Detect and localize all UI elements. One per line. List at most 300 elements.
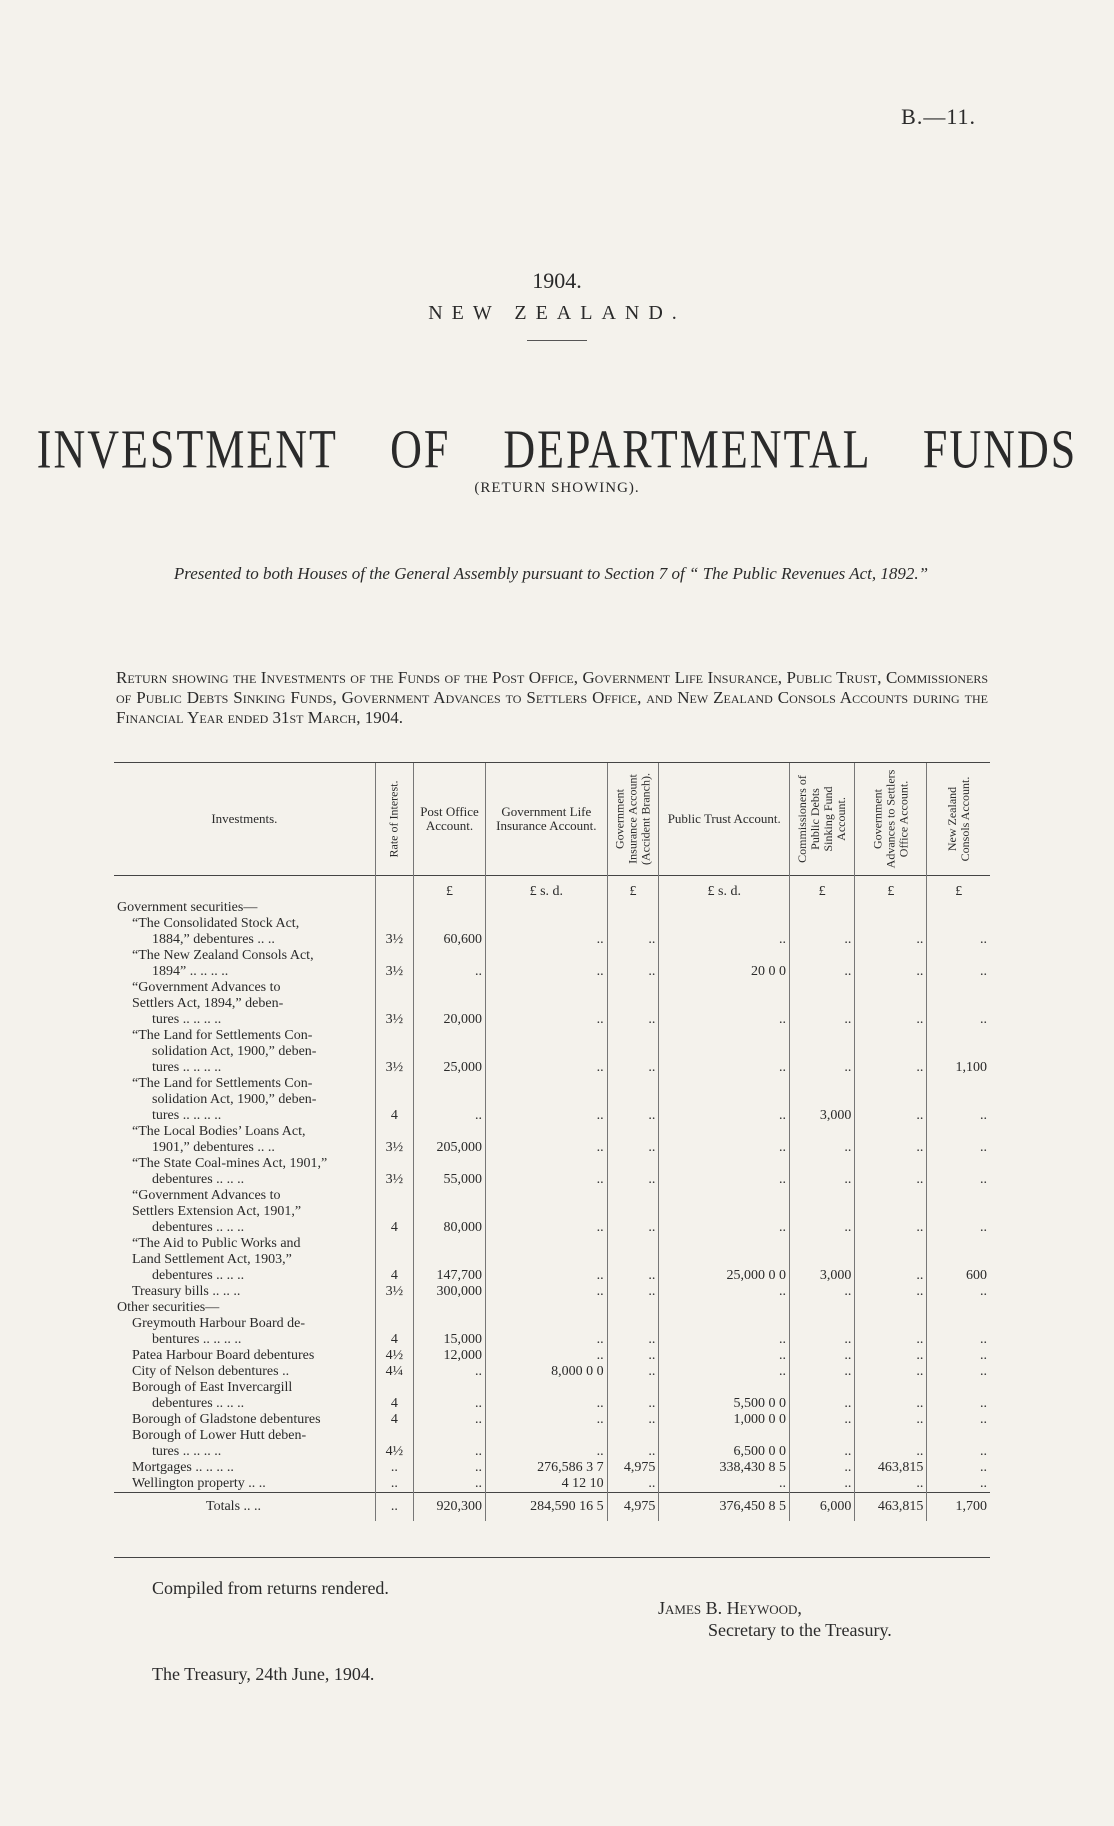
value-cell: ..: [855, 1396, 927, 1412]
value-cell: 276,586 3 7: [486, 1460, 608, 1476]
value-cell: [790, 916, 855, 932]
value-cell: [927, 1044, 990, 1060]
value-cell: ..: [486, 1444, 608, 1460]
investment-label: Land Settlement Act, 1903,”: [132, 1252, 292, 1267]
value-cell: [790, 996, 855, 1012]
value-cell: ..: [790, 1140, 855, 1156]
column-header: Government Life Insurance Account.: [486, 763, 608, 876]
value-cell: [414, 1092, 486, 1108]
value-cell: ..: [790, 1476, 855, 1493]
value-cell: [855, 900, 927, 916]
value-cell: [927, 1124, 990, 1140]
total-value: 6,000: [790, 1493, 855, 1522]
document-year: 1904.: [532, 268, 582, 293]
value-cell: [927, 1156, 990, 1172]
value-cell: [855, 1380, 927, 1396]
value-cell: [659, 948, 790, 964]
investment-label: “The Aid to Public Works and: [132, 1236, 301, 1251]
table-row: [114, 1204, 990, 1220]
value-cell: [927, 1252, 990, 1268]
column-header: [927, 763, 990, 876]
value-cell: ..: [607, 1476, 659, 1493]
value-cell: 60,600: [414, 932, 486, 948]
value-cell: [659, 1380, 790, 1396]
value-cell: 4½: [375, 1444, 413, 1460]
investment-label: “The State Coal-mines Act, 1901,”: [132, 1156, 328, 1171]
column-header: Investments.: [211, 811, 278, 826]
value-cell: [855, 1428, 927, 1444]
value-cell: [414, 1044, 486, 1060]
value-cell: [607, 980, 659, 996]
value-cell: [927, 948, 990, 964]
value-cell: [375, 996, 413, 1012]
unit-cell: £ s. d.: [659, 876, 790, 900]
value-cell: ..: [375, 1476, 413, 1493]
value-cell: ..: [659, 1348, 790, 1364]
table-bottom-rule: [114, 1557, 990, 1558]
value-cell: [659, 900, 790, 916]
value-cell: [659, 916, 790, 932]
investment-label: City of Nelson debentures ..: [132, 1364, 290, 1379]
value-cell: [375, 1300, 413, 1316]
value-cell: ..: [659, 1012, 790, 1028]
value-cell: [414, 1188, 486, 1204]
value-cell: ..: [790, 1412, 855, 1428]
value-cell: [414, 1236, 486, 1252]
value-cell: [607, 1428, 659, 1444]
value-cell: [375, 1252, 413, 1268]
value-cell: 1,100: [927, 1060, 990, 1076]
unit-cell: [114, 876, 375, 900]
value-cell: 147,700: [414, 1268, 486, 1284]
value-cell: ..: [607, 1060, 659, 1076]
value-cell: 4: [375, 1108, 413, 1124]
value-cell: ..: [414, 1476, 486, 1493]
value-cell: [486, 1028, 608, 1044]
total-value: 284,590 16 5: [486, 1493, 608, 1522]
value-cell: ..: [790, 932, 855, 948]
value-cell: [607, 1076, 659, 1092]
investment-label: Borough of Lower Hutt deben-: [132, 1428, 307, 1443]
value-cell: ..: [855, 1348, 927, 1364]
value-cell: ..: [927, 1348, 990, 1364]
value-cell: [790, 1044, 855, 1060]
value-cell: [414, 900, 486, 916]
value-cell: [855, 1156, 927, 1172]
value-cell: [855, 1044, 927, 1060]
column-header: [790, 763, 855, 876]
value-cell: ..: [414, 964, 486, 980]
value-cell: ..: [927, 1284, 990, 1300]
value-cell: ..: [790, 1060, 855, 1076]
value-cell: ..: [486, 964, 608, 980]
value-cell: [855, 948, 927, 964]
value-cell: ..: [659, 1220, 790, 1236]
value-cell: ..: [790, 1396, 855, 1412]
value-cell: 55,000: [414, 1172, 486, 1188]
value-cell: [855, 980, 927, 996]
value-cell: [414, 1380, 486, 1396]
value-cell: [927, 900, 990, 916]
total-value: 463,815: [855, 1493, 927, 1522]
value-cell: ..: [855, 1268, 927, 1284]
value-cell: [855, 1028, 927, 1044]
value-cell: ..: [607, 1444, 659, 1460]
value-cell: 3½: [375, 964, 413, 980]
table-row: [114, 1364, 990, 1380]
value-cell: [607, 1028, 659, 1044]
table-row: [114, 1444, 990, 1460]
value-cell: 3½: [375, 1012, 413, 1028]
value-cell: ..: [659, 1108, 790, 1124]
value-cell: [790, 1028, 855, 1044]
value-cell: [486, 1188, 608, 1204]
table-row: [114, 948, 990, 964]
table-row: [114, 1412, 990, 1428]
value-cell: 4: [375, 1220, 413, 1236]
value-cell: ..: [486, 1396, 608, 1412]
value-cell: 5,500 0 0: [659, 1396, 790, 1412]
table-row: [114, 1396, 990, 1412]
value-cell: [375, 1092, 413, 1108]
value-cell: ..: [607, 1348, 659, 1364]
value-cell: ..: [607, 1364, 659, 1380]
value-cell: ..: [414, 1396, 486, 1412]
value-cell: ..: [607, 1332, 659, 1348]
value-cell: [486, 996, 608, 1012]
table-row: [114, 1428, 990, 1444]
value-cell: [790, 1092, 855, 1108]
value-cell: [414, 996, 486, 1012]
table-row: [114, 1076, 990, 1092]
value-cell: [790, 1236, 855, 1252]
value-cell: [659, 1316, 790, 1332]
value-cell: [659, 1028, 790, 1044]
value-cell: [659, 1204, 790, 1220]
table-row: [114, 900, 990, 916]
value-cell: [855, 1236, 927, 1252]
investment-label: tures .. .. .. ..: [152, 1060, 222, 1075]
value-cell: ..: [790, 1332, 855, 1348]
value-cell: ..: [659, 1172, 790, 1188]
value-cell: [414, 980, 486, 996]
value-cell: [375, 948, 413, 964]
value-cell: ..: [927, 1364, 990, 1380]
value-cell: [486, 1300, 608, 1316]
table-row: [114, 1236, 990, 1252]
investment-label: bentures .. .. .. ..: [152, 1332, 242, 1347]
investment-label: Treasury bills .. .. ..: [132, 1284, 241, 1299]
value-cell: [414, 1076, 486, 1092]
value-cell: 8,000 0 0: [486, 1364, 608, 1380]
investment-label: Settlers Extension Act, 1901,”: [132, 1204, 302, 1219]
value-cell: [790, 1380, 855, 1396]
value-cell: ..: [414, 1108, 486, 1124]
value-cell: [855, 1204, 927, 1220]
value-cell: [375, 1428, 413, 1444]
value-cell: [607, 1092, 659, 1108]
total-value: 1,700: [927, 1493, 990, 1522]
investment-label: tures .. .. .. ..: [152, 1108, 222, 1123]
investment-label: debentures .. .. ..: [152, 1172, 245, 1187]
value-cell: [790, 948, 855, 964]
value-cell: [375, 900, 413, 916]
value-cell: 4,975: [607, 1460, 659, 1476]
value-cell: ..: [855, 1364, 927, 1380]
units-row: [114, 876, 990, 900]
total-value: 376,450 8 5: [659, 1493, 790, 1522]
value-cell: ..: [927, 932, 990, 948]
value-cell: ..: [486, 1012, 608, 1028]
value-cell: [659, 1188, 790, 1204]
value-cell: ..: [855, 1284, 927, 1300]
value-cell: ..: [659, 1476, 790, 1493]
value-cell: [790, 1204, 855, 1220]
value-cell: ..: [659, 1284, 790, 1300]
investment-label: debentures .. .. ..: [152, 1220, 245, 1235]
value-cell: ..: [855, 1172, 927, 1188]
unit-cell: £: [855, 876, 927, 900]
value-cell: ..: [855, 1476, 927, 1493]
value-cell: ..: [486, 1220, 608, 1236]
total-value: 4,975: [607, 1493, 659, 1522]
value-cell: [855, 1316, 927, 1332]
value-cell: ..: [659, 1060, 790, 1076]
table-row: [114, 1284, 990, 1300]
value-cell: 6,500 0 0: [659, 1444, 790, 1460]
investment-label: Greymouth Harbour Board de-: [132, 1316, 306, 1331]
value-cell: ..: [855, 1332, 927, 1348]
value-cell: 20 0 0: [659, 964, 790, 980]
value-cell: ..: [607, 1108, 659, 1124]
value-cell: ..: [486, 1172, 608, 1188]
value-cell: [855, 1076, 927, 1092]
value-cell: [927, 1380, 990, 1396]
value-cell: [486, 1428, 608, 1444]
value-cell: [486, 1124, 608, 1140]
value-cell: [659, 1092, 790, 1108]
value-cell: ..: [486, 1140, 608, 1156]
value-cell: [927, 1092, 990, 1108]
value-cell: ..: [855, 1108, 927, 1124]
value-cell: ..: [486, 932, 608, 948]
unit-cell: £: [790, 876, 855, 900]
value-cell: [855, 1188, 927, 1204]
value-cell: ..: [375, 1460, 413, 1476]
value-cell: [375, 1236, 413, 1252]
value-cell: [414, 1316, 486, 1332]
presented-note: Presented to both Houses of the General Assembly pursuant to Section 7 of “ The Public Revenues Act, 1892.”: [173, 564, 929, 583]
value-cell: 4: [375, 1412, 413, 1428]
unit-cell: [375, 876, 413, 900]
value-cell: 3,000: [790, 1268, 855, 1284]
value-cell: [607, 996, 659, 1012]
value-cell: [659, 1252, 790, 1268]
value-cell: [855, 1300, 927, 1316]
column-header: [607, 763, 659, 876]
value-cell: ..: [927, 1012, 990, 1028]
value-cell: ..: [607, 1012, 659, 1028]
value-cell: [375, 980, 413, 996]
value-cell: ..: [790, 1348, 855, 1364]
investment-label: 1894” .. .. .. ..: [152, 964, 229, 979]
value-cell: [927, 996, 990, 1012]
value-cell: ..: [927, 1108, 990, 1124]
value-cell: ..: [855, 1060, 927, 1076]
page-reference: B.—11.: [901, 104, 976, 129]
table-row: [114, 980, 990, 996]
value-cell: ..: [607, 1284, 659, 1300]
investment-table: [114, 763, 990, 1521]
value-cell: ..: [414, 1444, 486, 1460]
investment-label: Patea Harbour Board debentures: [132, 1348, 315, 1363]
value-cell: [607, 1156, 659, 1172]
value-cell: [486, 1204, 608, 1220]
table-row: [114, 964, 990, 980]
value-cell: [486, 1076, 608, 1092]
value-cell: ..: [927, 1412, 990, 1428]
value-cell: [375, 1380, 413, 1396]
investment-label: solidation Act, 1900,” deben-: [152, 1044, 317, 1059]
value-cell: ..: [927, 1172, 990, 1188]
value-cell: [790, 1300, 855, 1316]
value-cell: ..: [790, 1284, 855, 1300]
value-cell: 25,000 0 0: [659, 1268, 790, 1284]
divider: [527, 340, 587, 341]
table-row: [114, 1044, 990, 1060]
signer-name: James B. Heywood,: [658, 1598, 802, 1618]
value-cell: ..: [607, 1268, 659, 1284]
investment-label: Settlers Act, 1894,” deben-: [132, 996, 284, 1011]
compiled-note: Compiled from returns rendered.: [152, 1578, 389, 1598]
value-cell: [855, 916, 927, 932]
value-cell: [659, 1124, 790, 1140]
value-cell: ..: [607, 1412, 659, 1428]
value-cell: ..: [414, 1412, 486, 1428]
value-cell: ..: [607, 1140, 659, 1156]
value-cell: [375, 1156, 413, 1172]
value-cell: [486, 1092, 608, 1108]
return-description: Return showing the Investments of the Funds of the Post Office, Government Life Insurance, Public Trust, Commissioners of Public Debts Sinking Funds, Government Advances to Settlers Office, and New Zealand Consols Accounts during the Financial Year ended 31st March, 1904.: [116, 668, 988, 727]
value-cell: ..: [855, 1444, 927, 1460]
value-cell: ..: [486, 1284, 608, 1300]
value-cell: [927, 980, 990, 996]
investment-label: Wellington property .. ..: [132, 1476, 266, 1491]
value-cell: 4 12 10: [486, 1476, 608, 1493]
column-header: [375, 763, 413, 876]
table-row: [114, 1012, 990, 1028]
value-cell: ..: [607, 932, 659, 948]
value-cell: 4: [375, 1332, 413, 1348]
value-cell: [855, 1252, 927, 1268]
table-row: [114, 1140, 990, 1156]
value-cell: ..: [607, 1396, 659, 1412]
value-cell: ..: [790, 1364, 855, 1380]
value-cell: 12,000: [414, 1348, 486, 1364]
unit-cell: £ s. d.: [486, 876, 608, 900]
value-cell: ..: [790, 964, 855, 980]
table-row: [114, 1028, 990, 1044]
table-row: [114, 1476, 990, 1493]
table-row: [114, 1220, 990, 1236]
investment-label: 1884,” debentures .. ..: [152, 932, 275, 947]
value-cell: [607, 1124, 659, 1140]
unit-cell: £: [414, 876, 486, 900]
table-row: [114, 1108, 990, 1124]
investment-label: debentures .. .. ..: [152, 1396, 245, 1411]
value-cell: [414, 948, 486, 964]
value-cell: [927, 1316, 990, 1332]
value-cell: [607, 916, 659, 932]
value-cell: [927, 1300, 990, 1316]
table-row: [114, 1172, 990, 1188]
value-cell: [790, 1188, 855, 1204]
value-cell: [486, 1156, 608, 1172]
investment-label: “The New Zealand Consols Act,: [132, 948, 314, 963]
value-cell: [486, 1380, 608, 1396]
signer-title: Secretary to the Treasury.: [708, 1620, 892, 1640]
value-cell: [414, 1252, 486, 1268]
unit-cell: £: [607, 876, 659, 900]
value-cell: ..: [607, 964, 659, 980]
investment-label: tures .. .. .. ..: [152, 1012, 222, 1027]
investment-label: tures .. .. .. ..: [152, 1444, 222, 1459]
value-cell: ..: [790, 1460, 855, 1476]
value-cell: [414, 1428, 486, 1444]
value-cell: ..: [486, 1108, 608, 1124]
value-cell: [607, 1236, 659, 1252]
investment-label: debentures .. .. ..: [152, 1268, 245, 1283]
value-cell: [607, 1380, 659, 1396]
value-cell: [927, 1188, 990, 1204]
value-cell: ..: [927, 964, 990, 980]
table-row: [114, 1156, 990, 1172]
value-cell: ..: [607, 1220, 659, 1236]
value-cell: [927, 916, 990, 932]
value-cell: [927, 1236, 990, 1252]
column-header: Public Trust Account.: [659, 763, 790, 876]
value-cell: [659, 980, 790, 996]
table-row: [114, 1332, 990, 1348]
investment-label: “Government Advances to: [132, 1188, 281, 1203]
investment-label: 1901,” debentures .. ..: [152, 1140, 275, 1155]
value-cell: 4¼: [375, 1364, 413, 1380]
value-cell: [375, 916, 413, 932]
column-header-label: Government Advances to Settlers Office Account.: [870, 769, 911, 869]
value-cell: [414, 1028, 486, 1044]
value-cell: ..: [486, 1268, 608, 1284]
value-cell: [659, 1236, 790, 1252]
table-row: [114, 996, 990, 1012]
value-cell: 3½: [375, 1140, 413, 1156]
value-cell: ..: [790, 1220, 855, 1236]
value-cell: 80,000: [414, 1220, 486, 1236]
value-cell: [790, 1252, 855, 1268]
value-cell: [927, 1428, 990, 1444]
value-cell: [414, 1300, 486, 1316]
value-cell: 600: [927, 1268, 990, 1284]
value-cell: [659, 1428, 790, 1444]
investment-label: solidation Act, 1900,” deben-: [152, 1092, 317, 1107]
value-cell: [790, 1156, 855, 1172]
table-row: [114, 1316, 990, 1332]
value-cell: ..: [486, 1060, 608, 1076]
investment-label: Other securities—: [117, 1300, 220, 1315]
value-cell: ..: [927, 1444, 990, 1460]
value-cell: 3,000: [790, 1108, 855, 1124]
value-cell: [414, 916, 486, 932]
table-row: [114, 1060, 990, 1076]
